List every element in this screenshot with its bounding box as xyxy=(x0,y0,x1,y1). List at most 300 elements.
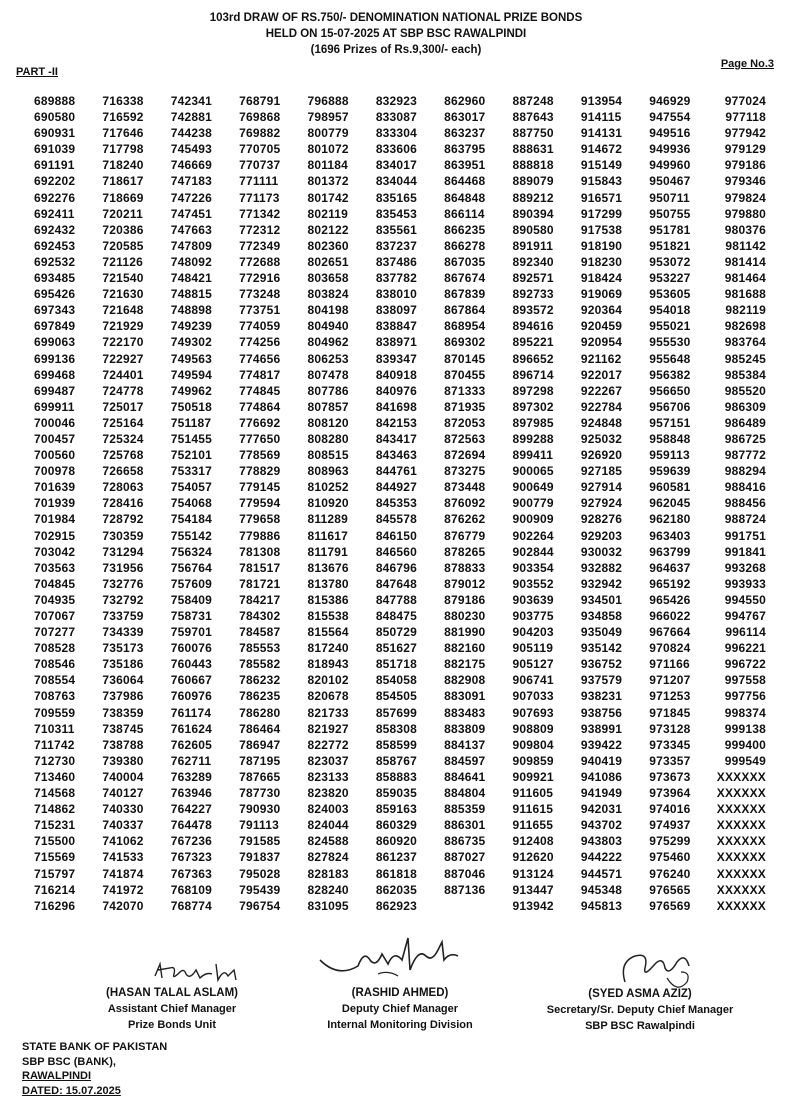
bond-number: 720386 xyxy=(102,222,144,237)
bond-number: 691039 xyxy=(34,142,76,157)
bond-number: 692432 xyxy=(34,222,76,237)
bond-number: 971166 xyxy=(649,657,690,672)
bond-number: 835165 xyxy=(375,190,418,205)
bond-number: 981688 xyxy=(724,287,766,302)
bond-number: 771173 xyxy=(239,190,280,205)
bond-number: 920364 xyxy=(580,303,623,318)
bond-number: 738788 xyxy=(102,737,144,752)
bond-number: 700978 xyxy=(34,464,76,479)
bond-number: 699487 xyxy=(34,383,76,398)
bond-number: 714568 xyxy=(34,786,76,801)
bond-number: 858767 xyxy=(375,753,418,768)
bond-number: 974937 xyxy=(649,818,691,833)
bond-number: 768791 xyxy=(239,94,281,108)
bond-number: 817240 xyxy=(307,641,349,656)
bond-number: 979346 xyxy=(724,174,766,189)
bond-number: 862960 xyxy=(444,94,486,108)
bond-number: 985520 xyxy=(724,383,766,398)
bond-number: 999138 xyxy=(724,721,766,736)
bond-number: 758409 xyxy=(170,592,212,607)
bond-number: 913954 xyxy=(580,94,623,108)
bond-number: 701639 xyxy=(34,480,76,495)
bond-number: 768109 xyxy=(170,882,212,897)
signatory-name: (SYED ASMA AZIZ) xyxy=(588,988,692,1000)
bond-number: 731956 xyxy=(102,560,144,575)
bond-number: 892571 xyxy=(512,271,554,286)
bond-number: 996221 xyxy=(724,641,766,656)
bond-number: 962180 xyxy=(649,512,691,527)
bond-number: 714862 xyxy=(34,802,76,817)
bond-number: 711742 xyxy=(34,737,75,752)
bond-number: 721630 xyxy=(102,287,144,302)
bond-number: 801072 xyxy=(307,142,349,157)
bond-number: 927924 xyxy=(580,496,623,511)
bond-number: 881990 xyxy=(444,625,486,640)
bond-number: 976569 xyxy=(649,898,691,913)
bond-number: 715231 xyxy=(34,818,76,833)
bond-number: 823037 xyxy=(307,753,349,768)
bond-number: 953072 xyxy=(649,254,691,269)
bond-number: 918190 xyxy=(580,238,623,253)
bond-number: 955021 xyxy=(649,319,691,334)
bond-number: 791113 xyxy=(239,818,279,833)
bond-number: 945813 xyxy=(580,898,623,913)
bond-number: 716296 xyxy=(34,898,76,913)
bond-number: 779886 xyxy=(239,528,281,543)
bond-number: 807857 xyxy=(307,399,349,414)
bond-number: 808515 xyxy=(307,448,349,463)
bond-number: 917299 xyxy=(580,206,623,221)
bond-number: 840976 xyxy=(375,383,418,398)
bond-number: 704935 xyxy=(34,592,76,607)
bond-number: 886735 xyxy=(444,834,486,849)
bond-number: 900649 xyxy=(512,480,554,495)
bond-number: 772916 xyxy=(239,271,281,286)
bond-number: 867674 xyxy=(444,271,486,286)
bond-number: 725164 xyxy=(102,415,144,430)
bond-number: 718669 xyxy=(102,190,144,205)
bond-number: 752101 xyxy=(170,448,212,463)
bond-number: 834044 xyxy=(375,174,418,189)
footer-city: RAWALPINDI xyxy=(22,1070,92,1082)
bond-number: 871935 xyxy=(444,399,486,414)
bond-number: 787195 xyxy=(239,753,281,768)
bond-number: 965426 xyxy=(649,592,691,607)
bond-number: 870145 xyxy=(444,351,486,366)
bond-number: 798957 xyxy=(307,110,349,125)
bond-number: 878833 xyxy=(444,560,486,575)
bond-number: 700560 xyxy=(34,448,76,463)
bond-number: 896652 xyxy=(512,351,554,366)
bond-number: 999400 xyxy=(724,737,766,752)
bond-number: 703563 xyxy=(34,560,76,575)
bond-number: 949960 xyxy=(649,158,691,173)
bond-number: 997558 xyxy=(724,673,766,688)
bond-number: 737986 xyxy=(102,689,144,704)
bond-number: 851627 xyxy=(375,641,418,656)
bond-number: 774817 xyxy=(239,367,281,382)
bond-number: 909804 xyxy=(512,737,554,752)
bond-number: 844927 xyxy=(375,480,418,495)
bond-number: 760667 xyxy=(170,673,212,688)
bond-number: 757609 xyxy=(170,576,212,591)
bond-number: 728792 xyxy=(102,512,144,527)
bond-number: 707067 xyxy=(34,609,76,623)
bond-number: 699468 xyxy=(34,367,76,382)
bond-number: 938231 xyxy=(580,689,623,704)
bond-number: 760443 xyxy=(170,657,212,672)
bond-number: 913447 xyxy=(512,882,554,897)
bond-number: 699136 xyxy=(34,351,76,366)
bond-number: 811617 xyxy=(307,528,349,543)
bond-number: 786235 xyxy=(239,689,281,704)
bond-number: 982698 xyxy=(724,319,766,334)
bond-number: 770737 xyxy=(239,158,281,173)
bond-number: 882175 xyxy=(444,657,486,672)
bond-number: 779594 xyxy=(239,496,281,511)
header-subtitle: HELD ON 15-07-2025 AT SBP BSC RAWALPINDI xyxy=(265,28,527,40)
bond-number: 950755 xyxy=(649,206,691,221)
signatory-name: (RASHID AHMED) xyxy=(351,987,449,999)
bond-number: 787665 xyxy=(239,769,281,784)
bond-number: 950711 xyxy=(649,190,690,205)
bond-number: 863795 xyxy=(444,142,486,157)
bond-number: 717646 xyxy=(102,126,144,141)
bond-number: 756324 xyxy=(170,544,212,559)
bond-number: 911615 xyxy=(512,802,554,817)
bond-number: 748898 xyxy=(170,303,212,318)
bond-number: 808120 xyxy=(307,415,349,430)
bond-number: 867864 xyxy=(444,303,486,318)
bond-number: XXXXXX xyxy=(716,898,766,913)
bond-number: 977942 xyxy=(724,126,766,141)
bond-number: 808280 xyxy=(307,431,349,446)
bond-number: 988724 xyxy=(724,512,766,527)
bond-number: 900065 xyxy=(512,464,554,479)
bond-number: 959113 xyxy=(649,448,690,463)
bond-number: 988456 xyxy=(724,496,766,511)
bond-number: 837782 xyxy=(375,271,418,286)
bond-number: 801742 xyxy=(307,190,349,205)
bond-number: 726658 xyxy=(102,464,144,479)
bond-number: 985245 xyxy=(724,351,766,366)
bond-number: 813780 xyxy=(307,576,349,591)
bond-number: 712730 xyxy=(34,753,76,768)
bond-number: 991841 xyxy=(724,544,766,559)
bond-number: 927914 xyxy=(580,480,623,495)
bond-column xyxy=(432,93,500,914)
bond-number: 703042 xyxy=(34,544,76,559)
bond-number: 742341 xyxy=(170,94,212,108)
bond-number: 845353 xyxy=(375,496,418,511)
issuer-address xyxy=(22,1040,167,1098)
bond-number: 867839 xyxy=(444,287,486,302)
bond-number: 864468 xyxy=(444,174,486,189)
header-prize-info: (1696 Prizes of Rs.9,300/- each) xyxy=(310,44,482,56)
bond-number: 962045 xyxy=(649,496,691,511)
bond-number: 867035 xyxy=(444,254,486,269)
bond-number: 876092 xyxy=(444,496,486,511)
bond-number: 756764 xyxy=(170,560,212,575)
bond-number: 956650 xyxy=(649,383,691,398)
bond-number: 699911 xyxy=(34,399,75,414)
bond-number: 954018 xyxy=(649,303,691,318)
bond-number: 924848 xyxy=(580,415,623,430)
bond-number: XXXXXX xyxy=(716,882,766,897)
bond-number: 763289 xyxy=(170,769,212,784)
bond-number: 873275 xyxy=(444,464,486,479)
bond-number: 904203 xyxy=(512,625,554,640)
bond-number: 879012 xyxy=(444,576,486,591)
bond-number: 900909 xyxy=(512,512,554,527)
bond-number: 824044 xyxy=(307,818,349,833)
bond-number: 953227 xyxy=(649,271,691,286)
bond-number: 715569 xyxy=(34,850,76,865)
bond-number: 721929 xyxy=(102,319,144,334)
bond-column xyxy=(90,93,158,914)
bond-number: XXXXXX xyxy=(716,834,766,849)
bond-number: 786280 xyxy=(239,705,281,720)
bond-number: 949936 xyxy=(649,142,691,157)
bond-number: 847648 xyxy=(375,576,418,591)
bond-number: 772349 xyxy=(239,238,281,253)
bond-column xyxy=(364,93,432,914)
bond-number: 790930 xyxy=(239,802,281,817)
bond-number: 861237 xyxy=(375,850,418,865)
bond-number: 907033 xyxy=(512,689,554,704)
bond-number: 770705 xyxy=(239,142,281,157)
bond-number: 963799 xyxy=(649,544,691,559)
bond-number: 801372 xyxy=(307,174,349,189)
bond-number: 828240 xyxy=(307,882,349,897)
bond-number: 883091 xyxy=(444,689,486,704)
bond-column xyxy=(227,93,295,914)
bond-number: 717798 xyxy=(102,142,144,157)
signatory-block-3 xyxy=(525,986,755,1034)
bond-number: 691191 xyxy=(34,158,75,173)
bond-number: 832923 xyxy=(375,94,418,108)
bond-number: 890394 xyxy=(512,206,554,221)
bond-number: 779658 xyxy=(239,512,281,527)
bond-number: 715500 xyxy=(34,834,76,849)
bond-number: 919069 xyxy=(580,287,623,302)
bond-number: 946929 xyxy=(649,94,691,108)
bond-number: 715797 xyxy=(34,866,76,881)
bond-number: 733759 xyxy=(102,609,144,623)
bond-number: 935049 xyxy=(580,625,623,640)
bond-number: 785582 xyxy=(239,657,281,672)
bond-number: 708763 xyxy=(34,689,76,704)
bond-number: 776692 xyxy=(239,415,281,430)
bond-number: 758731 xyxy=(170,609,212,623)
bond-number: 697849 xyxy=(34,319,76,334)
bond-number: 982119 xyxy=(725,303,766,318)
bond-number: 903552 xyxy=(512,576,554,591)
bond-number: 716214 xyxy=(34,882,76,897)
bond-number: 908809 xyxy=(512,721,554,736)
bond-number: 934858 xyxy=(580,609,623,623)
bond-number: 754057 xyxy=(170,480,212,495)
bond-number: 690580 xyxy=(34,110,76,125)
bond-number: 732792 xyxy=(102,592,144,607)
bond-number: 784302 xyxy=(239,609,281,623)
bond-number: 718240 xyxy=(102,158,144,173)
bond-number: 922784 xyxy=(580,399,623,414)
bond-number: 802360 xyxy=(307,238,349,253)
bond-number: 734339 xyxy=(102,625,144,640)
bond-number: 745493 xyxy=(170,142,212,157)
bond-number: 833304 xyxy=(375,126,418,141)
bond-number: 964637 xyxy=(649,560,691,575)
bond-column xyxy=(637,93,705,914)
bond-number: 810920 xyxy=(307,496,349,511)
bond-number-grid xyxy=(22,93,774,914)
bond-number: 889079 xyxy=(512,174,554,189)
bond-number: 762711 xyxy=(170,753,212,768)
bond-number: 902264 xyxy=(512,528,554,543)
bond-number: 963403 xyxy=(649,528,691,543)
bond-number: 957151 xyxy=(649,415,691,430)
bond-number: 854505 xyxy=(375,689,418,704)
bond-number: 692276 xyxy=(34,190,76,205)
bond-number: 738745 xyxy=(102,721,144,736)
bond-number: 975460 xyxy=(649,850,691,865)
bond-number: 741972 xyxy=(102,882,144,897)
bond-number: 813676 xyxy=(307,560,349,575)
bond-number: 846560 xyxy=(375,544,418,559)
bond-number: 692411 xyxy=(34,206,75,221)
bond-number: 985384 xyxy=(724,367,766,382)
bond-number: 887248 xyxy=(512,94,554,108)
bond-number: 710311 xyxy=(34,721,75,736)
bond-number: 777650 xyxy=(239,431,281,446)
bond-column xyxy=(295,93,363,914)
bond-number: 779145 xyxy=(239,480,281,495)
bond-number: 947554 xyxy=(649,110,691,125)
bond-number: XXXXXX xyxy=(716,866,766,881)
bond-number: 956382 xyxy=(649,367,691,382)
bond-number: 878265 xyxy=(444,544,486,559)
bond-number: 791585 xyxy=(239,834,281,849)
bond-number: 801184 xyxy=(307,158,349,173)
bond-number: 892733 xyxy=(512,287,554,302)
bond-number: 914131 xyxy=(580,126,623,141)
bond-number: 905119 xyxy=(512,641,554,656)
bond-number: 842153 xyxy=(375,415,418,430)
bond-number: 747226 xyxy=(170,190,212,205)
bond-number: 833606 xyxy=(375,142,418,157)
bond-number: 868954 xyxy=(444,319,486,334)
bond-number: 915149 xyxy=(580,158,623,173)
bond-number: 965192 xyxy=(649,576,691,591)
bond-number: 939422 xyxy=(580,737,623,752)
bond-number: 811791 xyxy=(307,544,349,559)
bond-number: 911605 xyxy=(512,786,554,801)
bond-number: 815386 xyxy=(307,592,349,607)
bond-number: 897302 xyxy=(512,399,554,414)
bond-number: 742070 xyxy=(102,898,144,913)
bond-number: 840918 xyxy=(375,367,418,382)
footer-branch: SBP BSC (BANK), xyxy=(22,1055,116,1068)
bond-number: 722170 xyxy=(102,335,144,350)
bond-number: 999549 xyxy=(724,753,766,768)
bond-number: 914672 xyxy=(580,142,623,157)
bond-number: 858599 xyxy=(375,737,418,752)
bond-number: 708554 xyxy=(34,673,76,688)
bond-number: 747451 xyxy=(170,206,212,221)
bond-number: 858308 xyxy=(375,721,418,736)
bond-number: 769882 xyxy=(239,126,281,141)
bond-number: 943702 xyxy=(580,818,623,833)
bond-number: 973673 xyxy=(649,769,691,784)
bond-number: 987772 xyxy=(724,448,766,463)
bond-number: 747663 xyxy=(170,222,212,237)
bond-number: 994550 xyxy=(724,592,766,607)
bond-number: 708546 xyxy=(34,657,76,672)
bond-number: 960581 xyxy=(649,480,691,495)
bond-number: 899288 xyxy=(512,431,554,446)
bond-number: 941949 xyxy=(580,786,623,801)
bond-number: 833087 xyxy=(375,110,418,125)
bond-number: 883483 xyxy=(444,705,486,720)
bond-number: 749962 xyxy=(170,383,212,398)
bond-number: 838847 xyxy=(375,319,418,334)
bond-column xyxy=(706,93,774,914)
bond-number: 773248 xyxy=(239,287,281,302)
bond-number: 846150 xyxy=(375,528,418,543)
bond-number: 735173 xyxy=(102,641,144,656)
bond-number: 903354 xyxy=(512,560,554,575)
bond-number: 742881 xyxy=(170,110,212,125)
bond-number: 772312 xyxy=(239,222,281,237)
bond-number: 804198 xyxy=(307,303,349,318)
bond-number: 920954 xyxy=(580,335,623,350)
bond-number: 700457 xyxy=(34,431,76,446)
bond-number: 803824 xyxy=(307,287,349,302)
bond-number: 884641 xyxy=(444,769,486,784)
bond-number: 718617 xyxy=(102,174,144,189)
bond-number: 886301 xyxy=(444,818,486,833)
bond-number: 973964 xyxy=(649,786,691,801)
bond-number: 917538 xyxy=(580,222,623,237)
signatory-title: Deputy Chief Manager xyxy=(341,1003,459,1015)
bond-number: 824588 xyxy=(307,834,349,849)
bond-number: 806253 xyxy=(307,351,349,366)
signatory-block-1 xyxy=(72,985,272,1033)
bond-number: 786464 xyxy=(239,721,281,736)
bond-number: 951781 xyxy=(649,222,691,237)
bond-number: 716338 xyxy=(102,94,144,108)
bond-number: 932942 xyxy=(580,576,623,591)
bond-number: 858883 xyxy=(375,769,418,784)
bond-number: 943803 xyxy=(580,834,623,849)
bond-number: 953605 xyxy=(649,287,691,302)
bond-number: 807786 xyxy=(307,383,349,398)
bond-number: 911655 xyxy=(512,818,554,833)
bond-number: 831095 xyxy=(307,898,349,913)
bond-number: 927185 xyxy=(580,464,623,479)
bond-number: 741533 xyxy=(102,850,144,865)
bond-number: 774845 xyxy=(239,383,281,398)
bond-number: 724778 xyxy=(102,383,144,398)
bond-number: 895221 xyxy=(512,335,554,350)
bond-number: 996722 xyxy=(724,657,766,672)
bond-number: 759701 xyxy=(170,625,212,640)
bond-number: 866278 xyxy=(444,238,486,253)
bond-number: 944571 xyxy=(580,866,623,881)
bond-number: 708528 xyxy=(34,641,76,656)
bond-number: 803658 xyxy=(307,271,349,286)
